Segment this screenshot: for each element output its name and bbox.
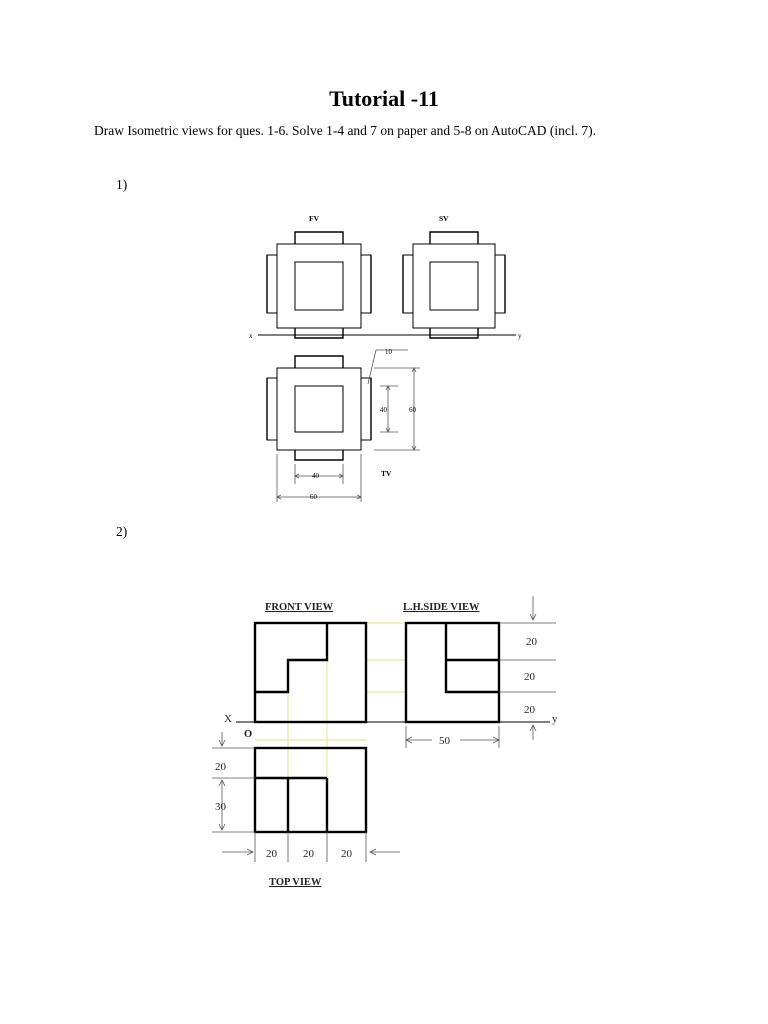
q2-y-label: y xyxy=(552,713,558,725)
q2-dim-right-20-middle: 20 xyxy=(524,671,535,683)
q2-side-view xyxy=(406,623,499,722)
q1-y-label: y xyxy=(518,332,522,340)
q2-dim-bottom-20-1: 20 xyxy=(266,848,277,860)
question-2-drawing xyxy=(212,596,558,888)
tv-label: TV xyxy=(381,469,392,478)
question-number-1: 1) xyxy=(116,177,128,192)
q2-x-label: X xyxy=(224,713,232,725)
lh-side-view-label: L.H.SIDE VIEW xyxy=(403,602,480,613)
q2-dim-right-20-bottom: 20 xyxy=(524,704,535,716)
fv-label: FV xyxy=(309,214,319,223)
q2-left-dimensions xyxy=(212,732,255,832)
q1-dim-60-vertical: 60 xyxy=(409,406,416,414)
front-view-label: FRONT VIEW xyxy=(265,602,334,613)
origin-label: O xyxy=(244,729,253,740)
q2-dim-left-20: 20 xyxy=(215,761,226,773)
sv-label: SV xyxy=(439,214,449,223)
q2-dim-50: 50 xyxy=(439,735,450,747)
q1-side-view xyxy=(403,232,505,338)
q1-dim-40-vertical: 40 xyxy=(380,406,387,414)
q2-top-view xyxy=(255,748,366,832)
question-1-drawing xyxy=(249,214,522,502)
q1-top-view xyxy=(267,356,371,460)
q2-dim-right-20-top: 20 xyxy=(526,636,537,648)
q1-dim-60-horizontal: 60 xyxy=(310,493,317,501)
q1-front-view xyxy=(267,232,371,338)
q1-x-label: x xyxy=(249,332,253,340)
q2-front-view xyxy=(255,623,366,722)
q2-dim-bottom-20-3: 20 xyxy=(341,848,352,860)
page-title: Tutorial -11 xyxy=(329,86,439,111)
q2-dim-50-group xyxy=(406,726,499,748)
projection-lines xyxy=(255,623,406,832)
top-view-label: TOP VIEW xyxy=(269,877,322,888)
question-number-2: 2) xyxy=(116,524,128,539)
q1-dim-40-horizontal: 40 xyxy=(312,472,319,480)
instruction-text: Draw Isometric views for ques. 1-6. Solve 1-4 and 7 on paper and 5-8 on AutoCAD (incl. 7). xyxy=(94,123,597,138)
q2-dim-left-30: 30 xyxy=(215,801,226,813)
q2-dim-bottom-20-2: 20 xyxy=(303,848,314,860)
q2-right-dimensions xyxy=(499,596,556,740)
q1-dim-10: 10 xyxy=(385,348,392,356)
q2-bottom-dimensions xyxy=(222,832,400,862)
